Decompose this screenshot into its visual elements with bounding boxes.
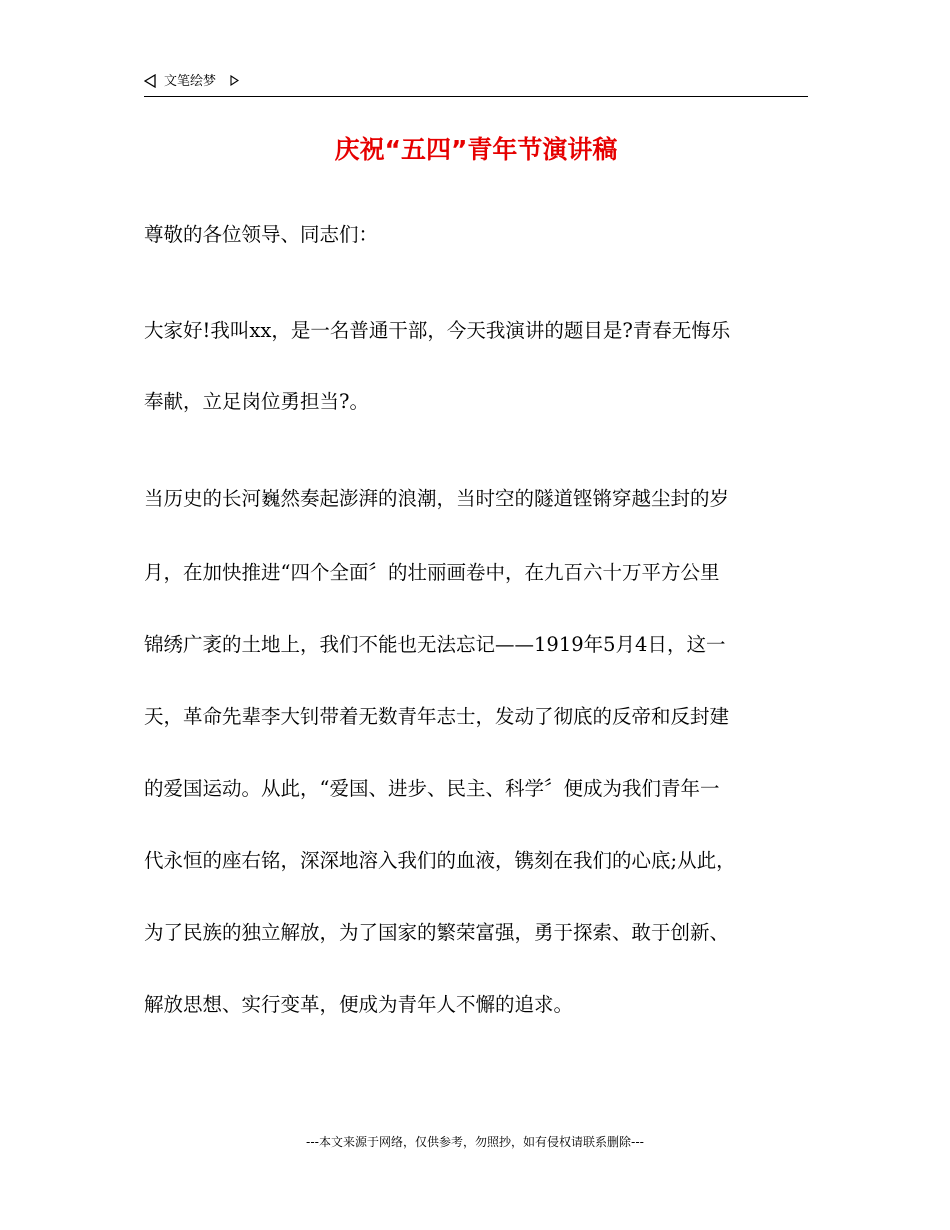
paragraph-2-line-2: 月，在加快推进“四个全面〞的壮丽画卷中，在九百六十万平方公里 (144, 561, 720, 584)
paragraph-2-line-3: 锦绣广袤的土地上，我们不能也无法忘记——1919年5月4日，这一 (144, 633, 726, 656)
page-footer: ---本文来源于网络，仅供参考，勿照抄，如有侵权请联系删除--- (306, 1135, 644, 1149)
page-header (144, 72, 808, 97)
paragraph-2-line-7: 为了民族的独立解放，为了国家的繁荣富强，勇于探索、敢于创新、 (144, 921, 730, 944)
document-title: 庆祝“五四”青年节演讲稿 (334, 135, 618, 164)
paragraph-2-line-1: 当历史的长河巍然奏起澎湃的浪潮，当时空的隧道铿锵穿越尘封的岁 (144, 487, 730, 510)
paragraph-2-line-5: 的爱国运动。从此，“爱国、进步、民主、科学〞便成为我们青年一 (144, 777, 720, 800)
paragraph-2-line-8: 解放思想、实行变革，便成为青年人不懈的追求。 (144, 993, 574, 1016)
triangle-right-outline-icon (230, 75, 239, 86)
paragraph-1-line-1: 大家好!我叫xx，是一名普通干部，今天我演讲的题目是?青春无悔乐 (144, 319, 731, 342)
paragraph-2-line-6: 代永恒的座右铭，深深地溶入我们的血液，镌刻在我们的心底;从此， (144, 849, 736, 872)
header-brand: 文笔绘梦 (164, 74, 217, 89)
paragraph-1-line-2: 奉献，立足岗位勇担当?。 (144, 390, 369, 413)
salutation: 尊敬的各位领导、同志们： (144, 223, 379, 246)
triangle-left-outline-icon (144, 74, 156, 88)
paragraph-2-line-4: 天，革命先辈李大钊带着无数青年志士，发动了彻底的反帝和反封建 (144, 705, 730, 728)
